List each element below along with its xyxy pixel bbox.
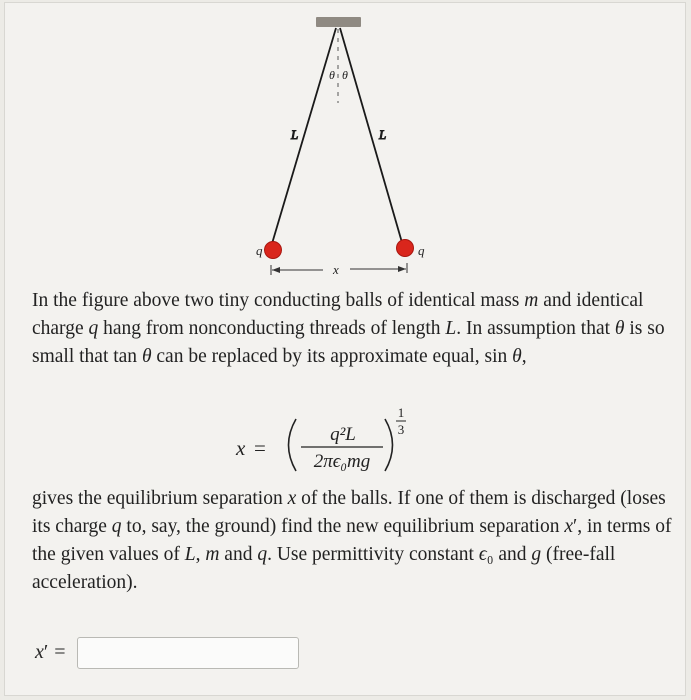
answer-label-prime: ′ bbox=[43, 641, 49, 663]
separation-label: x bbox=[333, 262, 339, 277]
ball-right bbox=[397, 240, 414, 257]
equation-exponent-numerator: 1 bbox=[397, 405, 405, 420]
equation-paren-right bbox=[385, 419, 393, 471]
problem-statement-paragraph-1: In the figure above two tiny conducting balls of identical mass m and identical charge q hang from nonconducting threads of length L. In assumption that θ is so small that tan θ can be replaced by its approximate equal, sin θ, bbox=[32, 290, 665, 367]
equation-lhs: x bbox=[236, 436, 246, 460]
separation-arrow-left bbox=[272, 267, 280, 273]
separation-equation bbox=[5, 403, 687, 475]
theta-right-label: θ bbox=[342, 68, 348, 82]
equation-denominator: 2πϵ₀mg bbox=[313, 451, 371, 472]
equation-paren-left bbox=[289, 419, 297, 471]
answer-label-variable: x bbox=[35, 641, 44, 663]
equation-numerator: q²L bbox=[330, 424, 356, 445]
answer-label-equals: = bbox=[54, 641, 66, 663]
problem-card bbox=[4, 2, 686, 696]
answer-input[interactable] bbox=[77, 637, 299, 669]
thread-label-left: L bbox=[291, 127, 299, 142]
problem-statement-paragraph-2: gives the equilibrium separation x of the balls. If one of them is discharged (loses its charge q to, say, the ground) find the new equilibrium separation x′, in terms of the given values of L, m and q. Use permittivity constant ϵ₀ and g (free-fall acceleration). bbox=[32, 488, 672, 593]
charge-label-right: q bbox=[418, 243, 425, 258]
thread-label-right: L bbox=[379, 127, 387, 142]
theta-left-label: θ bbox=[329, 68, 335, 82]
equation-exponent-denominator: 3 bbox=[397, 422, 405, 437]
equation-equals: = bbox=[254, 436, 266, 460]
answer-label bbox=[35, 641, 66, 664]
pendulum-figure bbox=[5, 3, 687, 288]
ball-left bbox=[265, 242, 282, 259]
ceiling-block bbox=[316, 17, 361, 27]
charge-label-left: q bbox=[256, 243, 263, 258]
separation-arrow-right bbox=[398, 266, 406, 272]
thread-right bbox=[340, 28, 403, 246]
thread-left bbox=[271, 28, 336, 247]
